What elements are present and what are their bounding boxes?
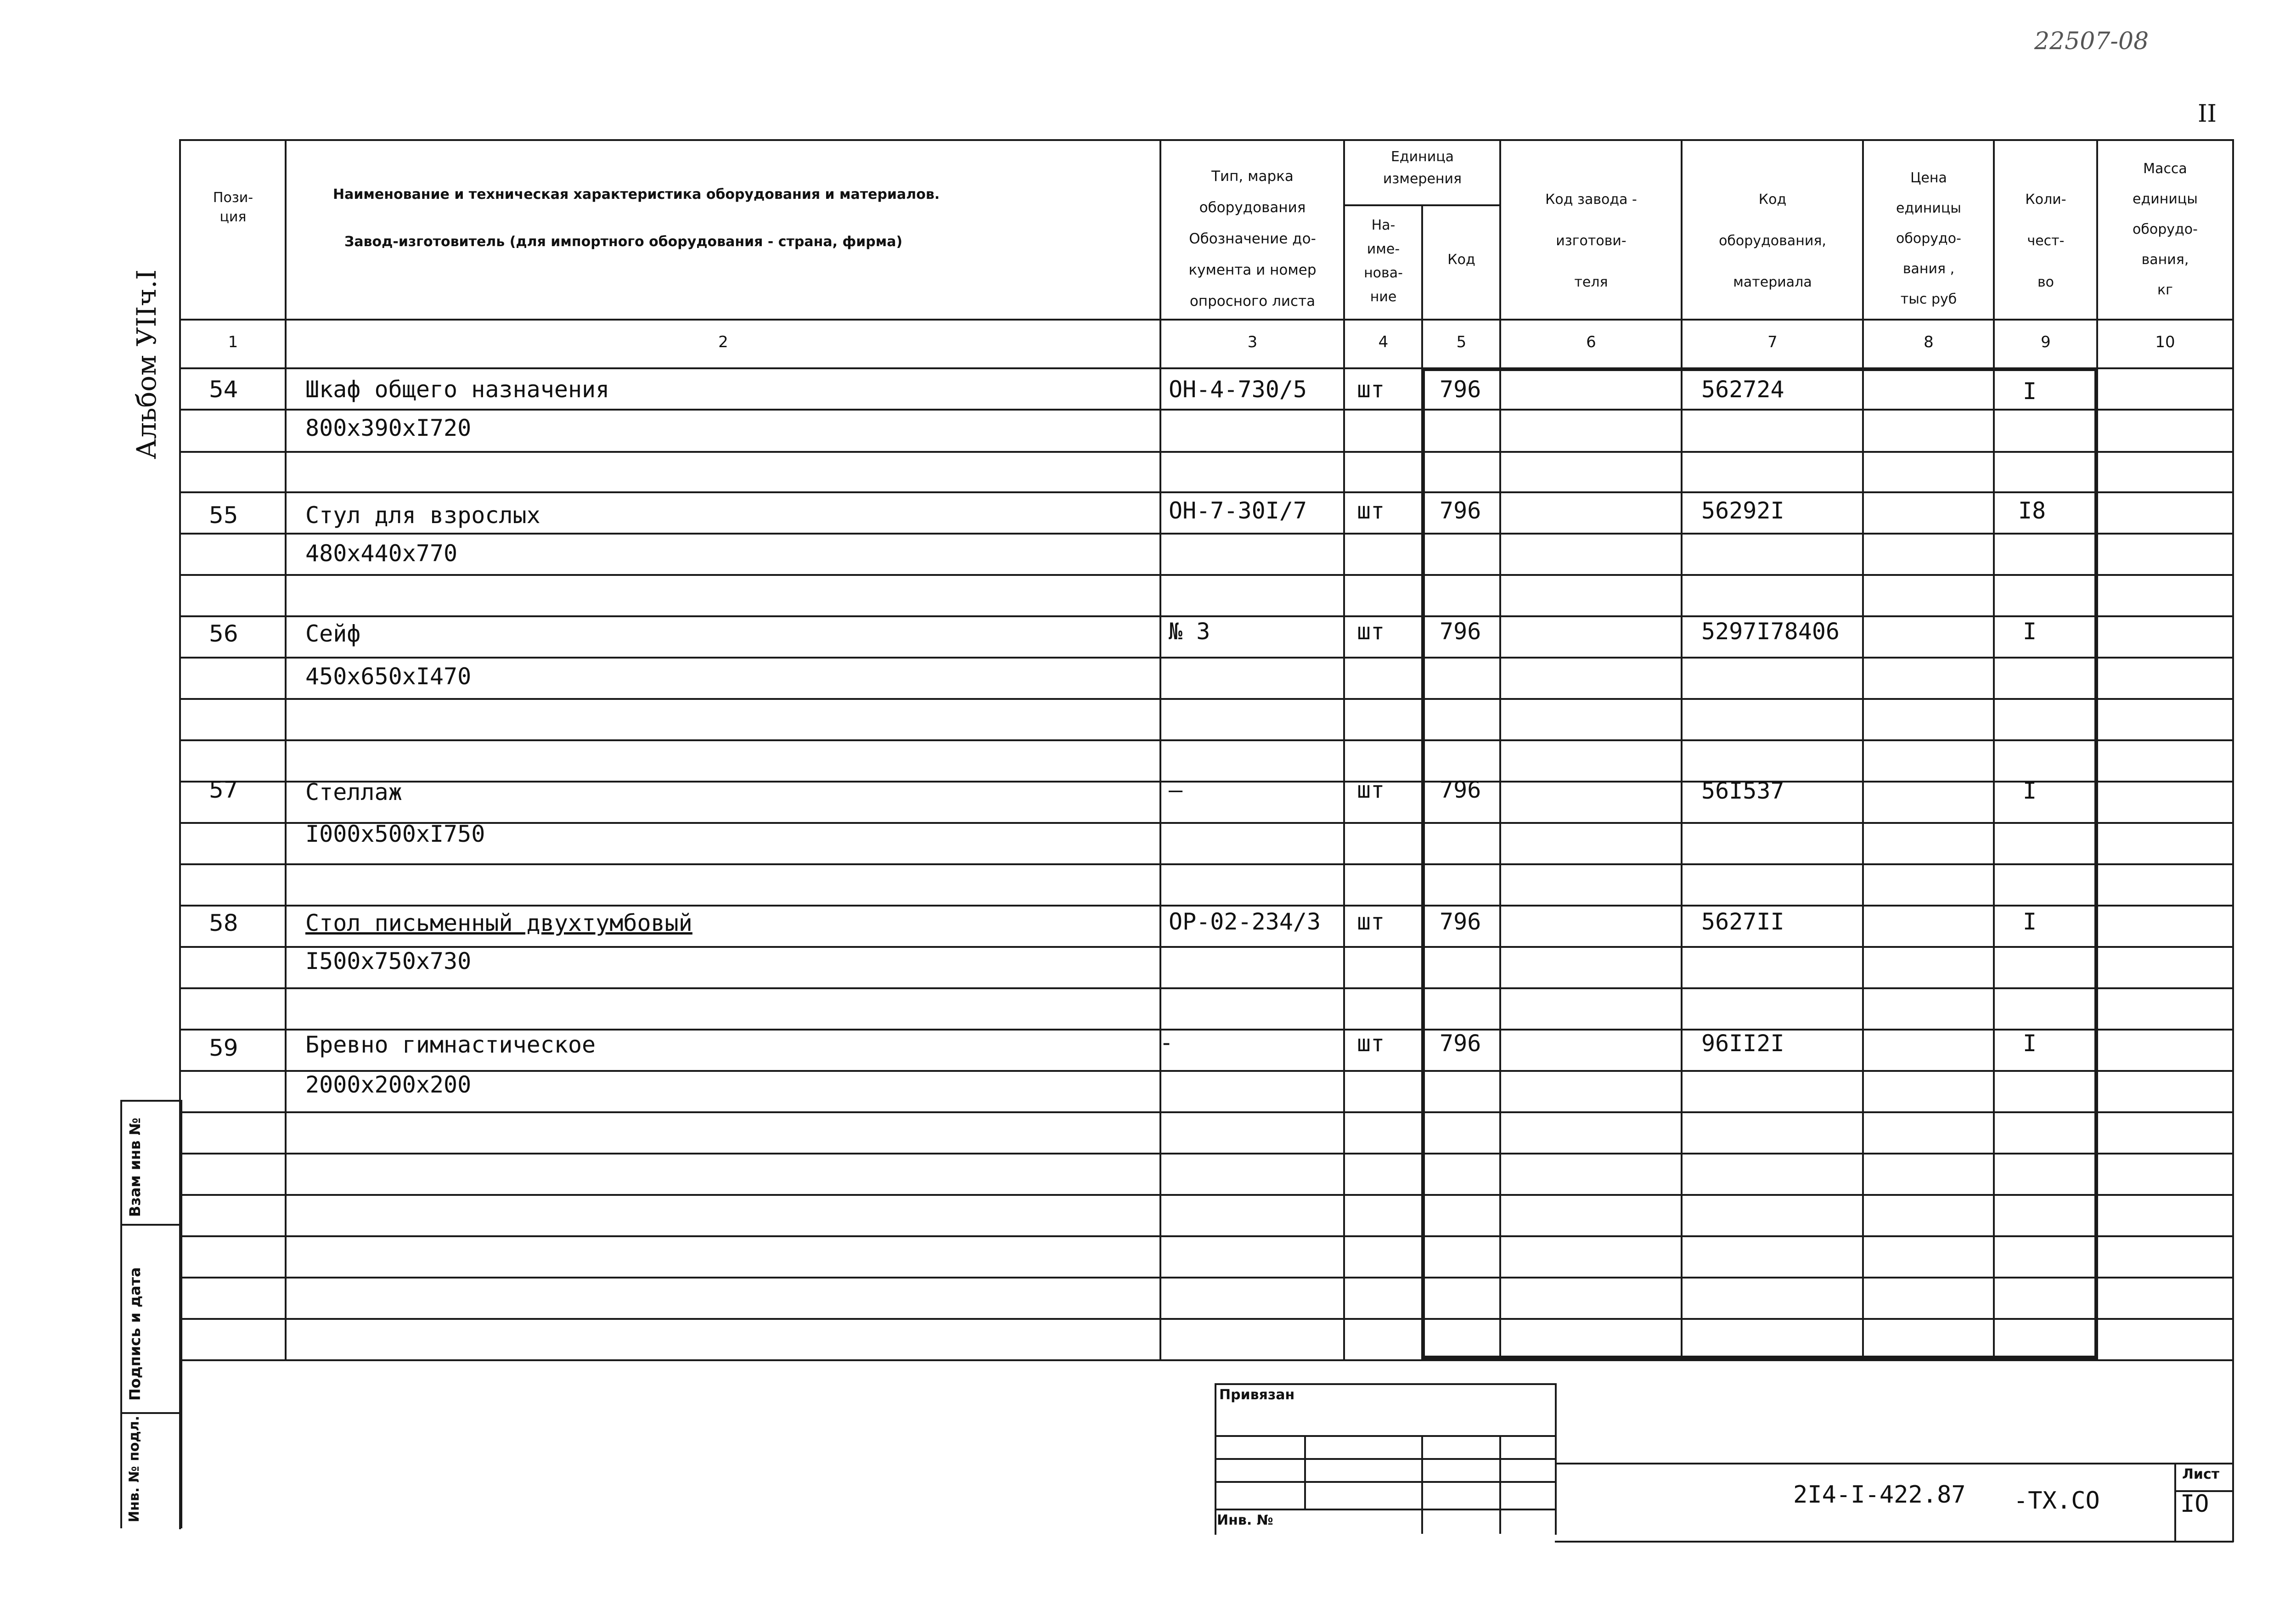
row-position: 54 [209,376,238,403]
row-dimensions: 2000x200x200 [305,1071,472,1098]
column-number: 1 [228,333,238,351]
header-type: Тип, марка оборудования Обозначение до- кумента и номер опросного листа [1188,168,1317,310]
column-number: 6 [1586,333,1596,351]
row-name: Сейф [305,620,361,647]
row-quantity: I [2023,618,2037,645]
column-number: 9 [2041,333,2051,351]
margin-field-sign: Подпись и дата [126,1267,144,1401]
row-type: – [1169,777,1183,803]
row-quantity: I [2023,378,2037,405]
row-position: 56 [209,620,238,647]
row-quantity: I [2023,777,2037,804]
header-position: Пози- ция [213,190,253,225]
row-unit: шт [1357,777,1385,803]
header-quantity: Коли- чест- во [2025,191,2066,290]
row-unit: шт [1357,497,1385,524]
row-unit-code: 796 [1440,777,1481,803]
row-name: Бревно гимнастическое [305,1031,596,1058]
header-unit-code: Код [1447,252,1475,268]
row-equip-code: 562724 [1701,376,1784,403]
row-unit-code: 796 [1440,376,1481,403]
column-number: 3 [1247,333,1258,351]
margin-field-podl: Инв. № подл. [126,1415,142,1522]
header-price: Цена единицы оборудо- вания , тыс руб [1896,170,1961,307]
row-dimensions: I500x750x730 [305,948,472,974]
header-unit: Единица измерения [1383,149,1462,187]
row-dimensions: 800x390xI720 [305,415,472,441]
row-dimensions: 480x440x770 [305,540,458,567]
header-name-line2: Завод-изготовитель (для импортного оборудования - страна, фирма) [344,234,903,250]
row-name: Стул для взрослых [305,502,540,529]
document-code: 2I4-I-422.87 [1793,1481,1966,1509]
row-type: - [1159,1029,1174,1056]
page-number: II [2198,100,2217,128]
header-unit-name: На- име- нова- ние [1364,217,1403,305]
row-equip-code: 56292I [1701,497,1784,524]
row-quantity: I [2023,908,2037,935]
row-unit: шт [1357,376,1385,403]
row-name: Стол письменный двухтумбовый [305,910,692,936]
row-type: № 3 [1169,618,1210,645]
header-name-line1: Наименование и техническая характеристика оборудования и материалов. [333,186,940,203]
row-type: ОН-7-30I/7 [1169,497,1307,524]
header-equip-code: Код оборудования, материала [1719,191,1826,290]
row-unit-code: 796 [1440,618,1481,645]
row-quantity: I8 [2018,497,2046,524]
row-position: 55 [209,502,238,529]
row-type: ОН-4-730/5 [1169,376,1307,403]
row-equip-code: 56I537 [1701,777,1784,804]
bound-label: Привязан [1219,1387,1295,1403]
row-dimensions: 450x650xI470 [305,663,472,690]
row-quantity: I [2023,1030,2037,1057]
row-unit: шт [1357,908,1385,935]
column-number: 2 [718,333,728,351]
row-name: Шкаф общего назначения [305,376,610,403]
row-dimensions: I000x500xI750 [305,821,485,847]
album-label: Альбом УIIч.I [131,269,162,459]
sheet-number: IO [2180,1490,2209,1518]
column-number: 5 [1456,333,1467,351]
row-position: 59 [209,1035,238,1061]
column-number: 8 [1924,333,1934,351]
header-factory-code: Код завода - изготови- теля [1545,191,1637,290]
corner-note: 22507-08 [2034,28,2149,55]
margin-field-inv: Взам инв № [126,1117,144,1217]
row-position: 58 [209,910,238,936]
row-equip-code: 5627II [1701,908,1784,935]
column-number: 4 [1378,333,1389,351]
header-mass: Масса единицы оборудо- вания, кг [2133,161,2198,298]
row-type: ОР-02-234/3 [1169,908,1321,935]
row-unit-code: 796 [1440,908,1481,935]
sheet-label: Лист [2182,1466,2220,1482]
row-name: Стеллаж [305,779,402,805]
row-unit: шт [1357,1030,1385,1057]
row-equip-code: 5297I78406 [1701,618,1840,645]
row-position: 57 [209,777,238,803]
row-unit: шт [1357,618,1385,645]
document-suffix: -ТХ.СО [2014,1487,2100,1515]
column-number: 10 [2155,333,2175,351]
row-equip-code: 96II2I [1701,1030,1784,1057]
row-unit-code: 796 [1440,497,1481,524]
column-number: 7 [1767,333,1778,351]
row-unit-code: 796 [1440,1030,1481,1057]
inventory-label: Инв. № [1217,1512,1273,1528]
